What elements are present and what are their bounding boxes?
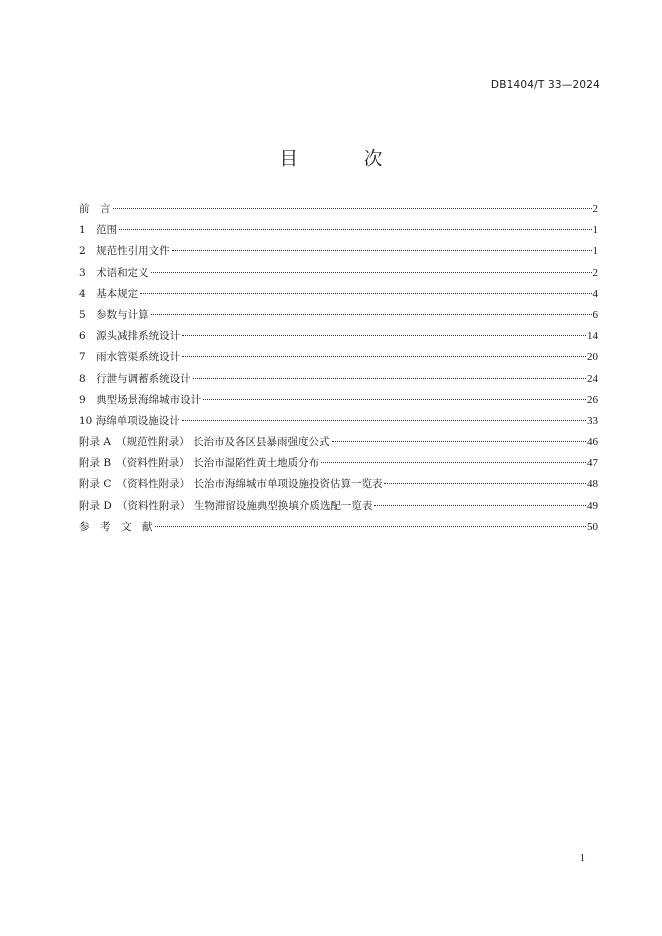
toc-entry-label: 前 言 [79,203,111,215]
toc-entry-page: 47 [587,457,598,470]
toc-entry-discharge-storage[interactable] [79,369,598,390]
toc-entry-label: 附录 B （资料性附录） 长治市湿陷性黄土地质分布 [79,457,320,470]
page-number: 1 [579,853,585,864]
toc-entry-source-reduction[interactable] [79,326,598,347]
toc-leader-dots [332,441,586,442]
toc-leader-dots [182,356,586,357]
toc-leader-dots [384,483,586,484]
toc-entry-parameters-calculation[interactable] [79,305,598,326]
toc-entry-page: 1 [592,224,598,237]
toc-leader-dots [321,462,586,463]
toc-entry-page: 2 [592,266,598,279]
document-code: DB1404/T 33—2024 [490,79,600,91]
toc-entry-basic-provisions[interactable] [79,284,598,305]
toc-leader-dots [119,229,591,230]
toc-entry-single-facilities[interactable] [79,411,598,432]
toc-entry-label: 附录 A （规范性附录） 长治市及各区县暴雨强度公式 [79,436,330,449]
toc-entry-label: 2 规范性引用文件 [79,245,170,258]
toc-entry-label: 附录 D （资料性附录） 生物滞留设施典型换填介质选配一览表 [79,499,373,512]
toc-entry-label: 附录 C （资料性附录） 长治市海绵城市单项设施投资估算一览表 [79,478,383,491]
toc-leader-dots [182,420,586,421]
toc-leader-dots [193,378,586,379]
toc-entry-normative-references[interactable] [79,241,598,262]
toc-entry-references[interactable] [79,517,598,538]
toc-leader-dots [113,208,592,209]
toc-entry-page: 50 [587,520,598,533]
toc-leader-dots [203,399,586,400]
toc-leader-dots [182,335,586,336]
toc-entry-page: 6 [592,308,598,321]
toc-leader-dots [172,250,592,251]
toc-entry-page: 48 [587,478,598,491]
toc-title: 目 次 [279,149,413,170]
toc-leader-dots [155,526,587,527]
toc-entry-label: 1 范围 [79,224,118,237]
toc-entry-page: 14 [587,330,598,343]
toc-entry-page: 4 [592,287,598,300]
toc-leader-dots [151,314,592,315]
toc-entry-appendix-d[interactable] [79,496,598,517]
toc-entry-page: 26 [587,393,598,406]
toc-entry-label: 7 雨水管渠系统设计 [79,351,181,364]
toc-entry-typical-scenarios[interactable] [79,390,598,411]
toc-entry-page: 1 [592,245,598,258]
toc-entry-label: 4 基本规定 [79,287,139,300]
toc-entry-label: 6 源头减排系统设计 [79,330,181,343]
toc-entry-appendix-b[interactable] [79,453,598,474]
toc-entry-label: 9 典型场景海绵城市设计 [79,393,202,406]
toc-entry-appendix-c[interactable] [79,474,598,495]
toc-entry-label: 参 考 文 献 [79,520,153,533]
toc-entry-appendix-a[interactable] [79,432,598,453]
toc-list [79,199,598,538]
toc-entry-page: 24 [587,372,598,385]
toc-entry-page: 2 [592,203,598,215]
toc-entry-label: 8 行泄与调蓄系统设计 [79,372,191,385]
toc-leader-dots [374,505,586,506]
toc-entry-page: 20 [587,351,598,364]
toc-entry-scope[interactable] [79,220,598,241]
toc-leader-dots [140,293,591,294]
toc-leader-dots [151,272,592,273]
toc-entry-page: 46 [587,436,598,449]
toc-entry-label: 3 术语和定义 [79,266,149,279]
toc-entry-rainwater-pipes[interactable] [79,347,598,368]
toc-entry-page: 33 [587,414,598,427]
toc-entry-label: 10 海绵单项设施设计 [79,414,180,427]
toc-entry-label: 5 参数与计算 [79,308,149,321]
toc-entry-page: 49 [587,499,598,512]
toc-entry-preface[interactable] [79,199,598,220]
toc-entry-terms-definitions[interactable] [79,263,598,284]
